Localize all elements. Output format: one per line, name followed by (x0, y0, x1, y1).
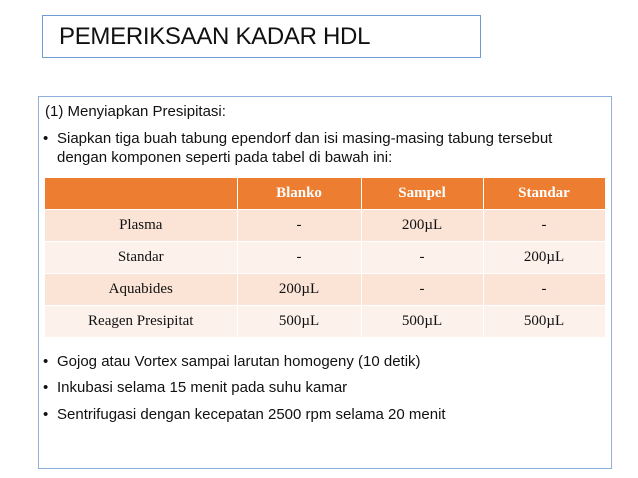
table-cell: 200µL (361, 210, 483, 242)
bullet-icon: • (43, 353, 49, 370)
table-row (45, 274, 605, 306)
table-row (45, 306, 605, 338)
bullet-item-vortex (43, 352, 603, 371)
table-cell: - (483, 274, 605, 306)
table-header-blanko: Blanko (237, 178, 361, 210)
bullet-text-line-2: dengan komponen seperti pada tabel di bawah ini: (57, 149, 393, 166)
slide-title: PEMERIKSAAN KADAR HDL (59, 23, 371, 50)
table-cell: Standar (45, 242, 237, 274)
table-cell: Reagen Presipitat (45, 306, 237, 338)
table-header-standar: Standar (483, 178, 605, 210)
reagent-table (45, 178, 606, 338)
bullet-icon: • (43, 379, 49, 396)
table-cell: 200µL (237, 274, 361, 306)
bullet-text: Sentrifugasi dengan kecepatan 2500 rpm selama 20 menit (57, 406, 446, 423)
title-box (42, 15, 481, 58)
table-cell: - (361, 242, 483, 274)
table-cell: - (237, 210, 361, 242)
table-header-row (45, 178, 605, 210)
table-header-empty (45, 178, 237, 210)
bullet-item-centrifuge (43, 405, 603, 424)
content-box (38, 96, 612, 469)
table-cell: - (361, 274, 483, 306)
table-header-sampel: Sampel (361, 178, 483, 210)
table-cell: - (237, 242, 361, 274)
bullet-text: Gojog atau Vortex sampai larutan homogeny (10 detik) (57, 353, 421, 370)
bullet-text-line-1: Siapkan tiga buah tabung ependorf dan isi masing-masing tabung tersebut (57, 130, 553, 147)
table-row (45, 242, 605, 274)
table-cell: 200µL (483, 242, 605, 274)
bullet-item-incubate (43, 378, 603, 397)
table-cell: 500µL (237, 306, 361, 338)
bullet-icon: • (43, 130, 49, 147)
table-cell: Plasma (45, 210, 237, 242)
intro-text: (1) Menyiapkan Presipitasi: (45, 103, 226, 120)
table-cell: Aquabides (45, 274, 237, 306)
bullet-text: Inkubasi selama 15 menit pada suhu kamar (57, 379, 348, 396)
table-cell: - (483, 210, 605, 242)
table-row (45, 210, 605, 242)
table-cell: 500µL (361, 306, 483, 338)
bullet-icon: • (43, 406, 49, 423)
table-cell: 500µL (483, 306, 605, 338)
bullet-item-prepare (43, 129, 603, 169)
